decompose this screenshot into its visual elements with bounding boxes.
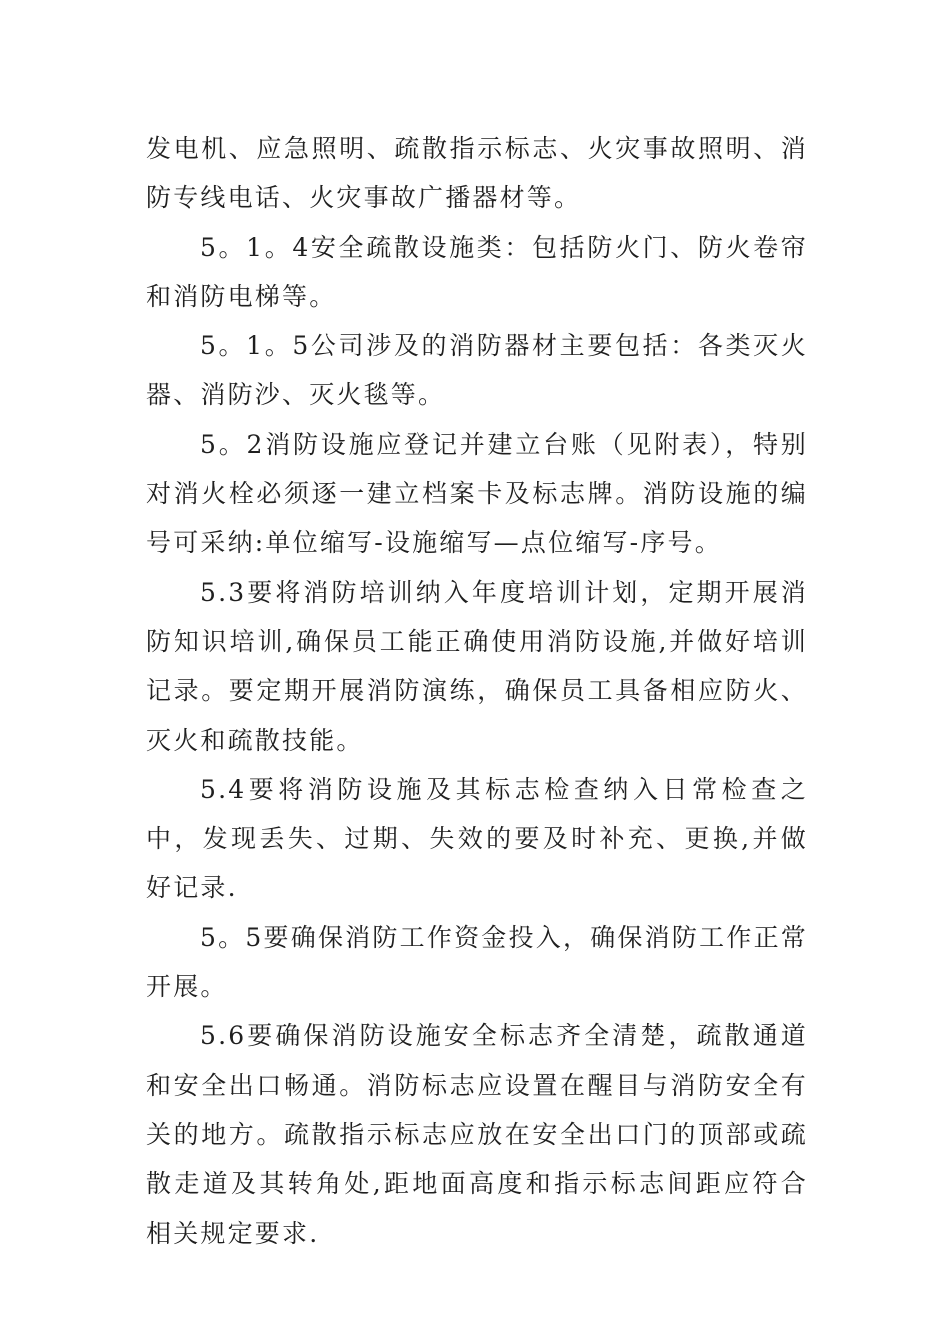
paragraph-5-6: 5.6要确保消防设施安全标志齐全清楚，疏散通道和安全出口畅通。消防标志应设置在醒目与消防安全有关的地方。疏散指示标志应放在安全出口门的顶部或疏散走道及其转角处,距地面高度和指示标志间距应符合相关规定要求.	[146, 1021, 808, 1248]
paragraph-5-4: 5.4要将消防设施及其标志检查纳入日常检查之中，发现丢失、过期、失效的要及时补充、更换,并做好记录.	[146, 774, 808, 903]
paragraph-5-5: 5。5要确保消防工作资金投入，确保消防工作正常开展。	[146, 922, 808, 1002]
paragraph-5-1-5: 5。1。5公司涉及的消防器材主要包括：各类灭火器、消防沙、灭火毯等。	[146, 331, 808, 410]
paragraph-continuation: 发电机、应急照明、疏散指示标志、火灾事故照明、消防专线电话、火灾事故广播器材等。	[146, 134, 808, 213]
paragraph-5-3: 5.3要将消防培训纳入年度培训计划，定期开展消防知识培训,确保员工能正确使用消防设施,并做好培训记录。要定期开展消防演练，确保员工具备相应防火、灭火和疏散技能。	[146, 577, 808, 755]
paragraph-5-1-4: 5。1。4安全疏散设施类：包括防火门、防火卷帘和消防电梯等。	[146, 232, 808, 311]
paragraph-5-2: 5。2消防设施应登记并建立台账（见附表），特别对消火栓必须逐一建立档案卡及标志牌。消防设施的编号可采纳:单位缩写-设施缩写—点位缩写-序号。	[146, 429, 808, 558]
document-body	[146, 124, 808, 1258]
